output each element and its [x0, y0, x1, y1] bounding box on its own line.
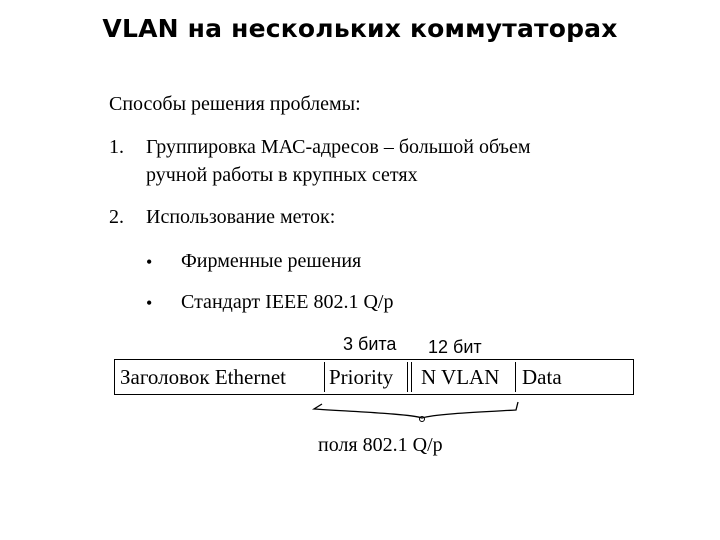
brace-icon	[300, 398, 530, 428]
cell-divider	[411, 362, 412, 392]
label-3-bit: 3 бита	[343, 334, 397, 354]
subitem-1-text: Фирменные решения	[181, 250, 362, 272]
cell-ethernet-header: Заголовок Ethernet	[120, 365, 286, 389]
subitem-1-bullet: •	[146, 252, 153, 272]
cell-divider	[515, 362, 516, 392]
item-1-number: 1.	[109, 136, 124, 158]
frame-caption: поля 802.1 Q/p	[318, 434, 443, 456]
subitem-2-text: Стандарт IEEE 802.1 Q/p	[181, 291, 394, 313]
cell-vlan: N VLAN	[421, 365, 500, 389]
cell-divider	[407, 362, 408, 392]
subitem-2-bullet: •	[146, 293, 153, 313]
label-12-bit: 12 бит	[428, 337, 482, 357]
item-2-number: 2.	[109, 206, 124, 228]
item-1-line1: Группировка МАС-адресов – большой объем	[146, 136, 531, 158]
slide-title: VLAN на нескольких коммутаторах	[102, 14, 618, 43]
item-2-line1: Использование меток:	[146, 206, 336, 228]
intro-text: Способы решения проблемы:	[109, 93, 361, 115]
cell-priority: Priority	[329, 365, 394, 389]
cell-divider	[324, 362, 325, 392]
cell-data: Data	[522, 365, 562, 389]
item-1-line2: ручной работы в крупных сетях	[146, 164, 418, 186]
